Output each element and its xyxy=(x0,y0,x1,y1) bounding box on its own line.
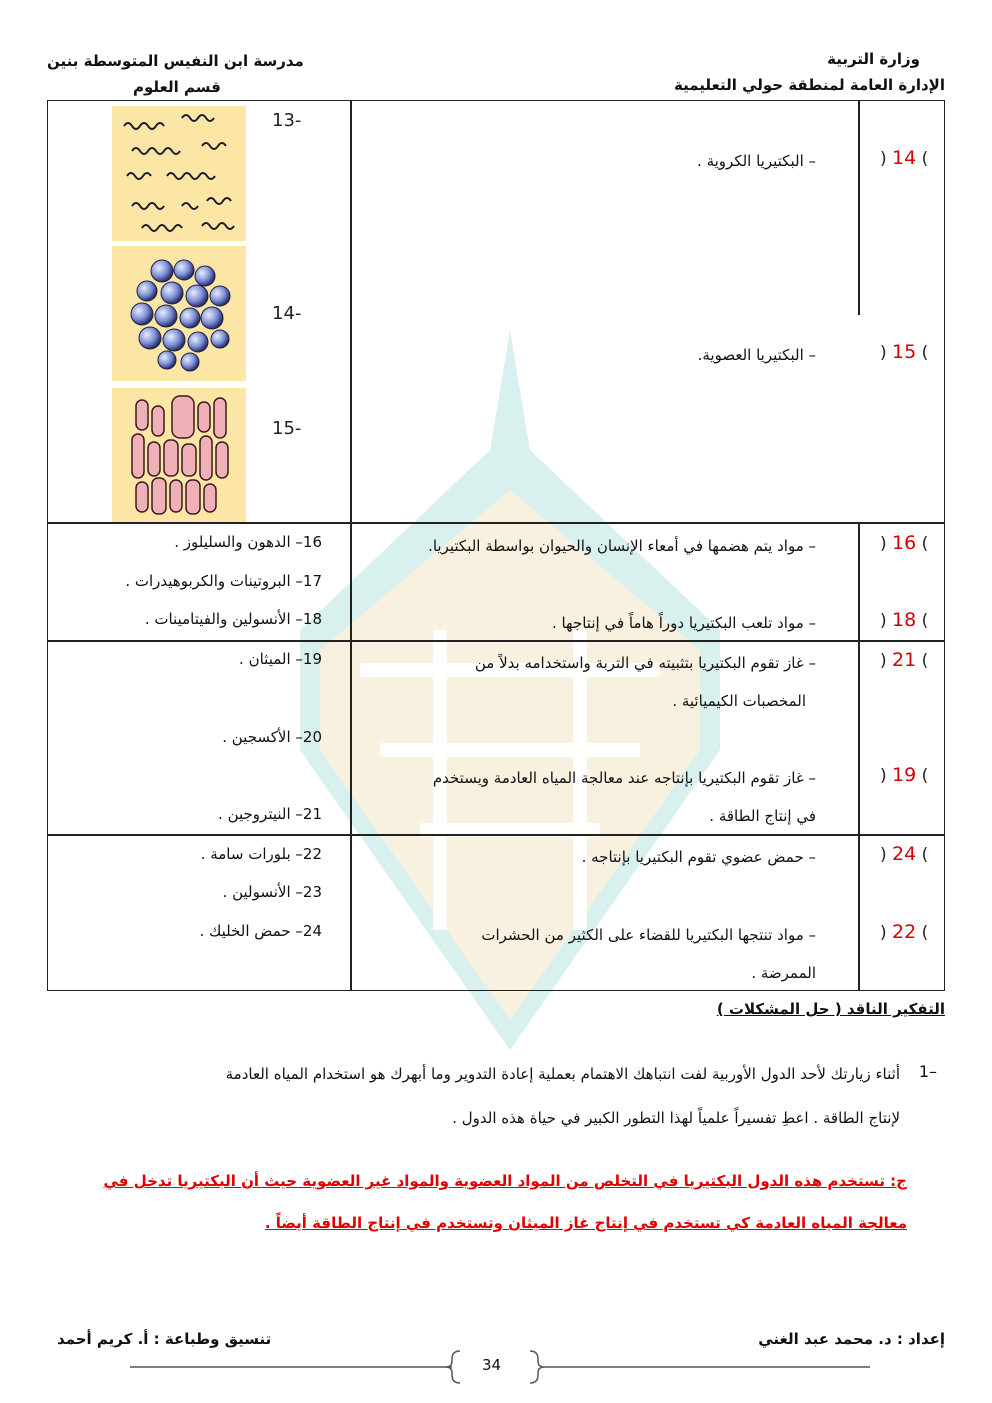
option-item: 16– الدهون والسليلوز . xyxy=(174,533,322,551)
question-text: – البكتيريا العصوية. xyxy=(697,346,816,364)
image-label: 13- xyxy=(272,110,302,131)
question-text: – مواد يتم هضمها في أمعاء الإنسان والحيوان بواسطة البكتيريا. xyxy=(428,537,816,555)
table-divider xyxy=(858,100,860,315)
question-text: – مواد تلعب البكتيريا دوراً هاماً في إنتاجها . xyxy=(551,614,816,632)
image-label: 15- xyxy=(272,418,302,439)
table-divider xyxy=(858,522,860,991)
option-item: 22– بلورات سامة . xyxy=(200,845,322,863)
table-row-divider xyxy=(47,522,945,524)
question-number: ) 19 ( xyxy=(880,764,929,786)
coccus-bacteria-image xyxy=(112,246,246,381)
question-number: ) 22 ( xyxy=(880,921,929,943)
question-text-cont: في إنتاج الطاقة . xyxy=(709,807,816,825)
option-item: 24– حمض الخليك . xyxy=(199,922,322,940)
district-title: الإدارة العامة لمنطقة حولي التعليمية xyxy=(673,76,945,94)
ministry-title: وزارة التربية xyxy=(827,50,920,68)
problem-text-line1: أثناء زيارتك لأحد الدول الأوربية لفت انتباهك الاهتمام بعملية إعادة التدوير وما أبهرك هو استخدام المياه العادمة xyxy=(225,1065,900,1083)
question-text-cont: الممرضة . xyxy=(751,964,816,982)
table-divider xyxy=(350,100,352,991)
option-item: 20– الأكسجين . xyxy=(222,728,322,746)
layout-credit: تنسيق وطباعة : أ. كريم أحمد xyxy=(57,1330,272,1348)
question-number: ) 16 ( xyxy=(880,532,929,554)
option-item: 23– الأنسولين . xyxy=(222,883,322,901)
department-name: قسم العلوم xyxy=(133,78,221,96)
question-text: – حمض عضوي تقوم البكتيريا بإنتاجه . xyxy=(581,848,816,866)
author-credit: إعداد : د. محمد عبد الغني xyxy=(758,1330,945,1348)
question-number: ) 18 ( xyxy=(880,609,929,631)
section-title: التفكير الناقد ( حل المشكلات ) xyxy=(716,1000,945,1018)
problem-text-line2: لإنتاج الطاقة . اعطِ تفسيراً علمياً لهذا التطور الكبير في حياة هذه الدول . xyxy=(452,1109,900,1127)
question-number: 1– xyxy=(918,1062,937,1081)
question-text: – مواد تنتجها البكتيريا للقضاء على الكثير من الحشرات xyxy=(481,926,816,944)
option-item: 18– الأنسولين والفيتامينات . xyxy=(144,610,322,628)
question-number: ) 15 ( xyxy=(880,341,929,363)
school-name: مدرسة ابن النفيس المتوسطة بنين xyxy=(47,52,304,70)
question-number: ) 24 ( xyxy=(880,843,929,865)
question-text: – غاز تقوم البكتيريا بتثبيته في التربة واستخدامه بدلاً من xyxy=(474,654,816,672)
spiral-bacteria-image xyxy=(112,106,246,241)
option-item: 17– البروتينات والكربوهيدرات . xyxy=(125,572,322,590)
question-number: ) 21 ( xyxy=(880,649,929,671)
page-number: 34 xyxy=(482,1356,502,1374)
question-text-cont: المخصبات الكيميائية . xyxy=(672,692,806,710)
option-item: 19– الميثان . xyxy=(239,650,322,668)
answer-line1: ج: تستخدم هذه الدول البكتيريا في التخلص من المواد العضوية والمواد غير العضوية حيث أن البكتيريا تدخل في xyxy=(103,1172,907,1190)
answer-line2: معالجة المياه العادمة كي تستخدم في إنتاج غاز الميثان وتستخدم في إنتاج الطاقة أيضاً . xyxy=(264,1214,907,1232)
question-number: ) 14 ( xyxy=(880,147,929,169)
bacillus-bacteria-image xyxy=(112,388,246,522)
question-text: – البكتيريا الكروية . xyxy=(697,152,816,170)
question-text: – غاز تقوم البكتيريا بإنتاجه عند معالجة المياه العادمة ويستخدم xyxy=(432,769,816,787)
image-label: 14- xyxy=(272,303,302,324)
option-item: 21– النيتروجين . xyxy=(218,805,322,823)
